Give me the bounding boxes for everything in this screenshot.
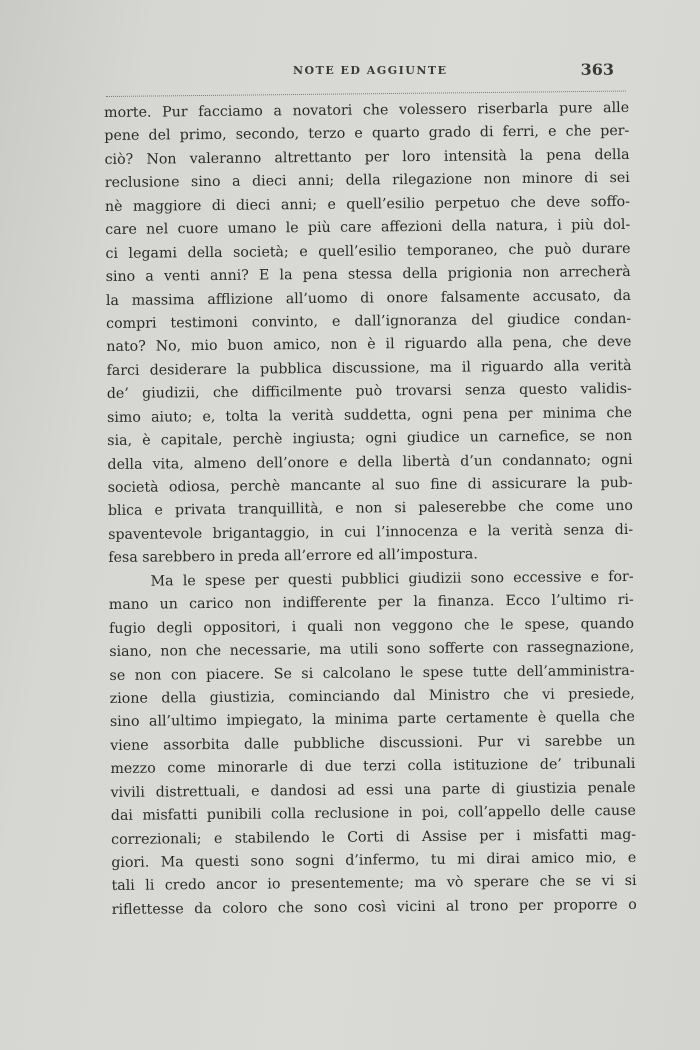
text-line: compri testimoni convinto, e dall’ignoranza del giudice condan- [106,310,632,332]
page-header [100,60,620,80]
header-rule [106,91,626,97]
text-line: care nel cuore umano le più care affezioni della natura, i più dol- [105,217,631,239]
text-line: reclusione sino a dieci anni; della rilegazione non minore di sei [104,170,630,192]
running-head: NOTE ED AGGIUNTE [293,64,448,77]
text-line: giori. Ma questi sono sogni d’infermo, tu mi dirai amico mio, e [111,849,637,871]
text-line: morte. Pur facciamo a novatori che volessero riserbarla pure alle [104,99,630,121]
text-line: nato? No, mio buon amico, non è il riguardo alla pena, che deve [106,334,632,356]
text-line: pene del primo, secondo, terzo e quarto grado di ferri, e che per- [104,123,630,145]
text-line: farci desiderare la pubblica discussione, ma il riguardo alla verità [106,357,632,379]
body-text [104,97,637,922]
text-line: zione della giustizia, cominciando dal Ministro che vi presiede, [109,685,635,707]
text-line: spaventevole brigantaggio, in cui l’innocenza e la verità senza di- [108,521,634,543]
text-line: società odiosa, perchè mancante al suo fine di assicurare la pub- [107,474,633,496]
text-line: sia, è capitale, perchè ingiusta; ogni giudice un carnefice, se non [107,428,633,450]
text-line: de’ giudizii, che difficilmente può trovarsi senza questo validis- [106,381,632,403]
text-line: riflettesse da coloro che sono così vicini al trono per proporre o [111,896,637,918]
text-line: correzionali; e stabilendo le Corti di Assise per i misfatti mag- [111,826,637,848]
text-line: ciò? Non valeranno altrettanto per loro intensità la pena della [104,146,630,168]
text-line: Ma le spese per questi pubblici giudizii sono eccessive e for- [150,568,634,590]
text-line: mezzo come minorarle di due terzi colla istituzione de’ tribunali [110,756,636,778]
text-line: fugio degli oppositori, i quali non veggono che le spese, quando [108,615,635,637]
text-line: la massima afflizione all’uomo di onore falsamente accusato, da [105,287,631,309]
text-line: simo aiuto; e, tolta la verità suddetta, ogni pena per minima che [106,404,633,426]
text-line: blica e privata tranquillità, e non si paleserebbe che come uno [107,498,633,520]
text-line: fesa sarebbero in preda all’errore ed all’impostura. [108,546,478,567]
text-line: siano, non che necessarie, ma utili sono sofferte con rassegnazione, [109,638,635,661]
text-line: vivili distrettuali, e dandosi ad essi una parte di giustizia penale [110,779,636,801]
text-line: viene assorbita dalle pubbliche discussioni. Pur vi sarebbe un [110,732,636,754]
paragraph-2 [108,566,636,923]
text-line: sino all’ultimo impiegato, la minima parte certamente è quella che [109,709,636,731]
paragraph-1 [104,97,633,571]
text-line: dai misfatti punibili colla reclusione in poi, coll’appello delle cause [110,803,636,825]
text-line: della vita, almeno dell’onore e della libertà d’un condannato; ogni [107,451,633,473]
text-line: nè maggiore di dieci anni; e quell’esilio perpetuo che deve soffo- [104,193,631,215]
text-line: se non con piacere. Se si calcolano le spese tutte dell’amministra- [109,662,635,684]
text-line: sino a venti anni? E la pena stessa della prigionia non arrecherà [105,264,631,286]
text-line: ci legami della società; e quell’esilio temporaneo, che può durare [105,240,631,262]
page-number: 363 [580,60,614,79]
text-line: mano un carico non indifferente per la finanza. Ecco l’ultimo ri- [108,592,634,614]
text-line: tali li credo ancor io presentemente; ma vò sperare che se vi si [111,873,637,895]
